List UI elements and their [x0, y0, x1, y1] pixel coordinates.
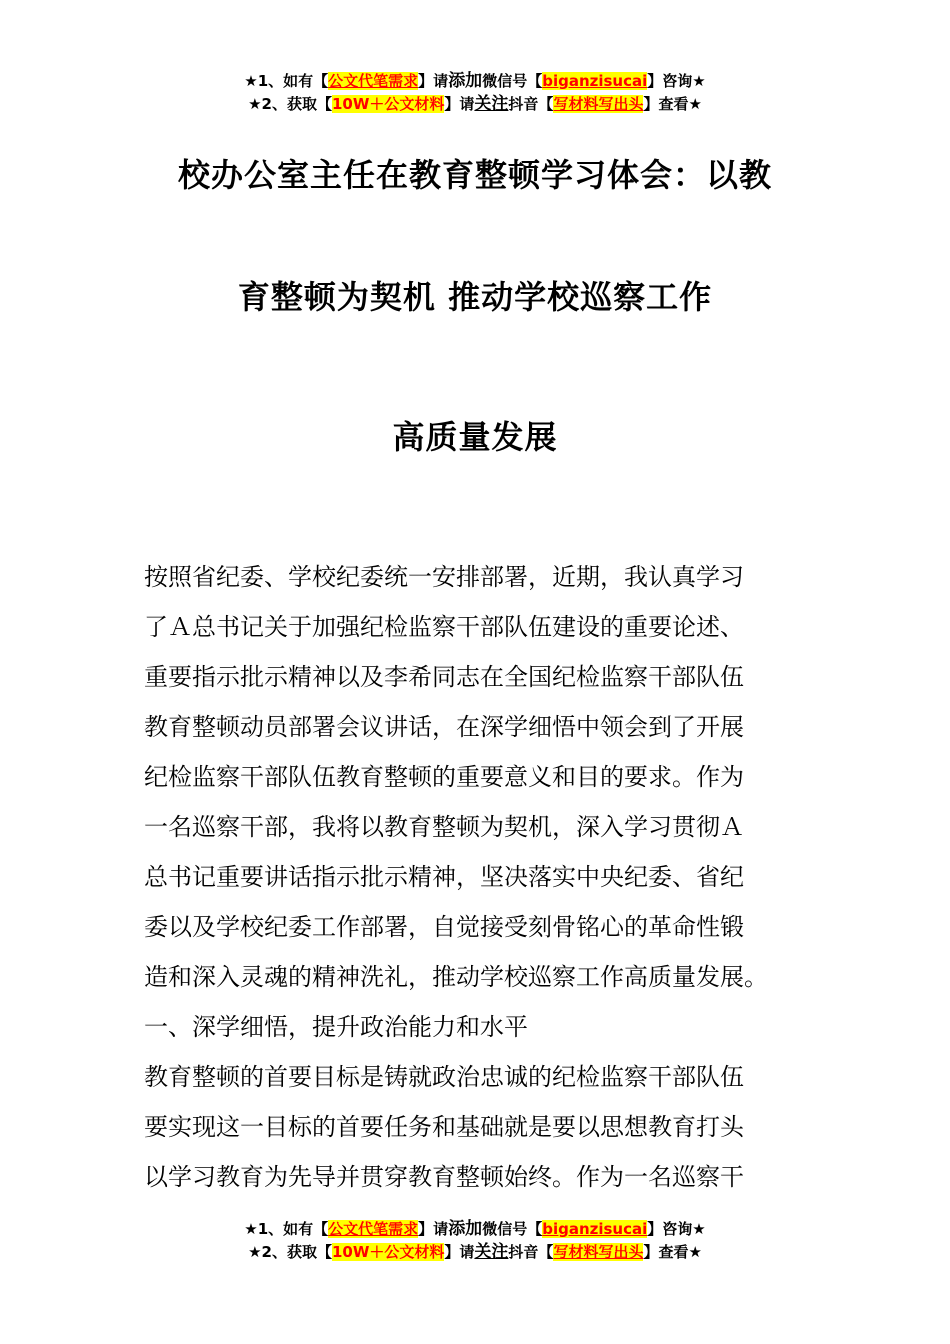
banner-text: ★2、获取【 — [248, 1243, 332, 1261]
body-paragraphs — [144, 552, 808, 1202]
banner-line-2 — [0, 93, 950, 116]
banner-text: 添加 — [448, 1219, 483, 1239]
banner-highlight: 公文代笔需求 — [328, 72, 419, 90]
banner-wechat-id: biganzisucai — [542, 1220, 648, 1238]
banner-text: 关注 — [474, 1242, 509, 1262]
banner-text: 添加 — [448, 71, 483, 91]
header-banner — [0, 70, 950, 116]
banner-wechat-id: biganzisucai — [542, 72, 648, 90]
banner-line-2 — [0, 1241, 950, 1264]
body-line: 纪检监察干部队伍教育整顿的重要意义和目的要求。作为 — [144, 763, 744, 791]
banner-text: 抖音【 — [508, 1243, 554, 1261]
banner-text: 关注 — [474, 94, 509, 114]
body-line: 教育整顿动员部署会议讲话，在深学细悟中领会到了开展 — [144, 713, 744, 741]
body-line: 教育整顿的首要目标是铸就政治忠诚的纪检监察干部队伍 — [144, 1063, 744, 1091]
body-line: 一名巡察干部，我将以教育整顿为契机，深入学习贯彻Ａ — [144, 813, 744, 841]
body-line: 按照省纪委、学校纪委统一安排部署，近期，我认真学习 — [144, 563, 744, 591]
banner-highlight: 10W＋公文材料 — [331, 1243, 445, 1261]
page-title-line-1: 校办公室主任在教育整顿学习体会：以教 — [177, 156, 772, 194]
body-line: 重要指示批示精神以及李希同志在全国纪检监察干部队伍 — [144, 663, 744, 691]
banner-highlight: 10W＋公文材料 — [331, 95, 445, 113]
banner-text: ★1、如有【 — [244, 72, 329, 90]
banner-text: 抖音【 — [508, 95, 554, 113]
body-line: 造和深入灵魂的精神洗礼，推动学校巡察工作高质量发展。 — [144, 963, 768, 991]
body-line: 委以及学校纪委工作部署，自觉接受刻骨铭心的革命性锻 — [144, 913, 744, 941]
banner-text: 】请 — [418, 72, 449, 90]
banner-text: 】咨询★ — [647, 72, 706, 90]
section-heading: 一、深学细悟，提升政治能力和水平 — [144, 1013, 528, 1041]
banner-text: 】查看★ — [643, 95, 702, 113]
banner-text: ★1、如有【 — [244, 1220, 329, 1238]
body-line: 以学习教育为先导并贯穿教育整顿始终。作为一名巡察干 — [144, 1163, 744, 1191]
body-line: 了Ａ总书记关于加强纪检监察干部队伍建设的重要论述、 — [144, 613, 744, 641]
banner-text: 】咨询★ — [647, 1220, 706, 1238]
footer-banner — [0, 1218, 950, 1264]
banner-text: ★2、获取【 — [248, 95, 332, 113]
banner-text: 】请 — [444, 1243, 475, 1261]
banner-line-1 — [0, 1218, 950, 1241]
banner-text: 】请 — [444, 95, 475, 113]
banner-highlight: 写材料写出头 — [553, 1243, 644, 1261]
banner-highlight: 写材料写出头 — [553, 95, 644, 113]
banner-line-1 — [0, 70, 950, 93]
banner-text: 微信号【 — [482, 1220, 543, 1238]
banner-text: 微信号【 — [482, 72, 543, 90]
body-line: 要实现这一目标的首要任务和基础就是要以思想教育打头 — [144, 1113, 744, 1141]
banner-text: 】请 — [418, 1220, 449, 1238]
body-line: 总书记重要讲话指示批示精神，坚决落实中央纪委、省纪 — [144, 863, 744, 891]
page-title-line-3: 高质量发展 — [392, 418, 558, 456]
banner-text: 】查看★ — [643, 1243, 702, 1261]
page-title-line-2: 育整顿为契机 推动学校巡察工作 — [237, 278, 713, 316]
banner-highlight: 公文代笔需求 — [328, 1220, 419, 1238]
